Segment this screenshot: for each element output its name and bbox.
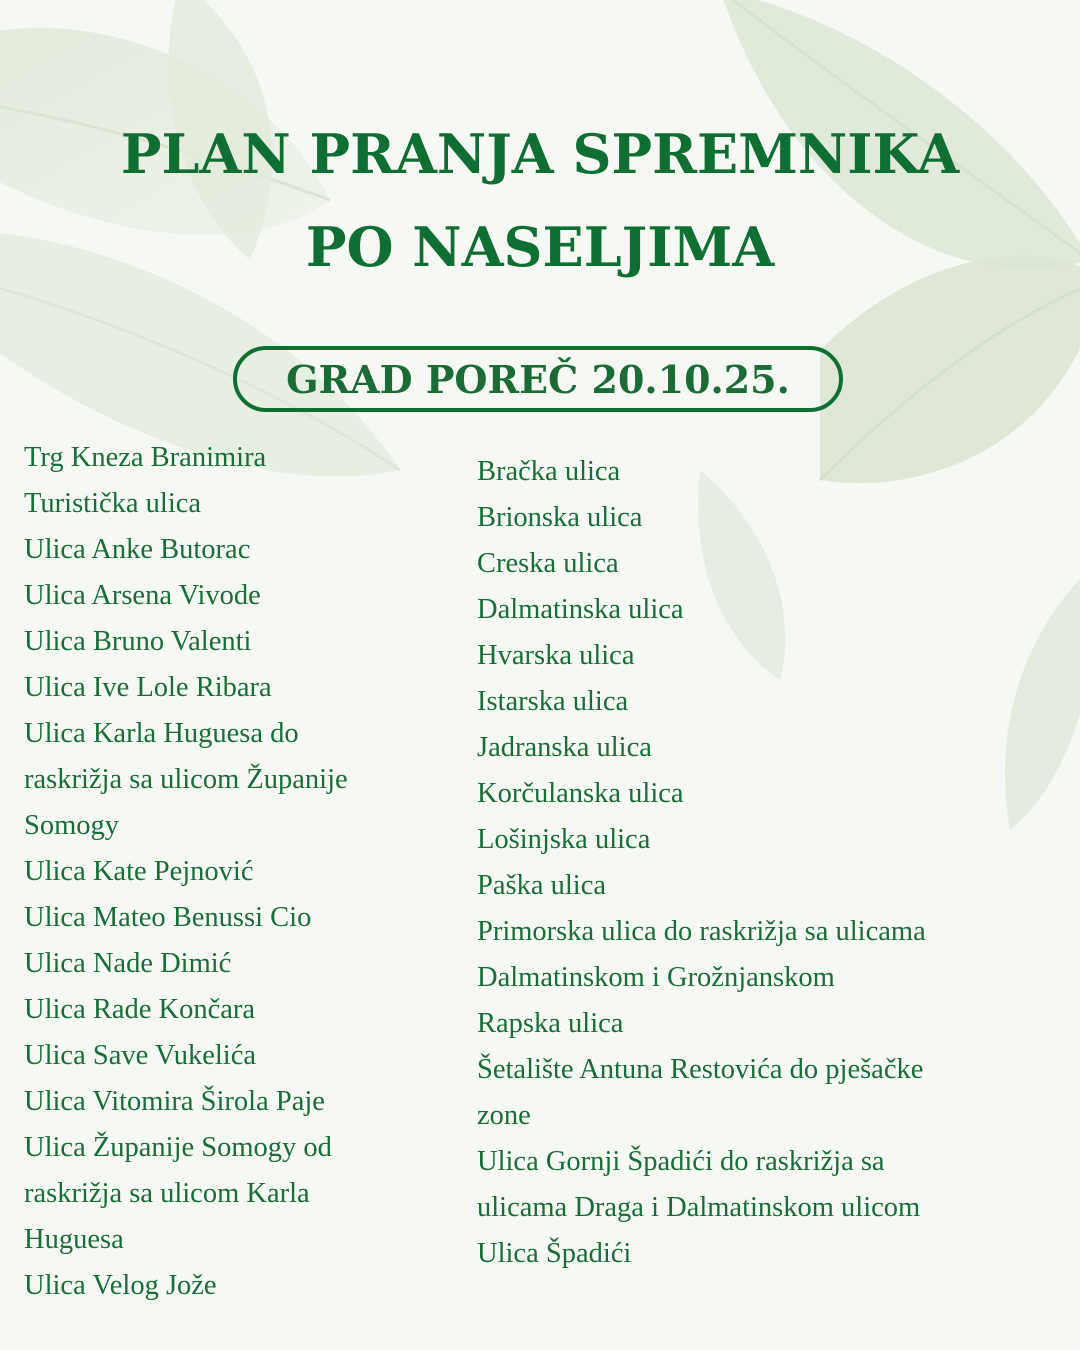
list-item: Huguesa [24,1224,124,1255]
list-item: Paška ulica [477,870,607,901]
list-item: Ulica Velog Jože [24,1270,217,1301]
list-item: Ulica Gornji Špadići do raskrižja sa [477,1146,885,1177]
list-item: Trg Kneza Branimira [24,442,267,473]
list-item: Jadranska ulica [477,732,652,763]
list-item: Dalmatinskom i Grožnjanskom [477,962,835,993]
location-date-badge [233,346,843,412]
list-item: Ulica Mateo Benussi Cio [24,902,312,933]
list-item: Rapska ulica [477,1008,624,1039]
list-item: Turistička ulica [24,488,202,519]
list-item: Lošinjska ulica [477,824,651,855]
list-item: Ulica Bruno Valenti [24,626,252,657]
list-item: Ulica Nade Dimić [24,948,232,979]
list-item: Ulica Save Vukelića [24,1040,257,1071]
list-item: Ulica Rade Končara [24,994,256,1025]
location-date-text: GRAD POREČ 20.10.25. [286,356,790,402]
list-item: Šetalište Antuna Restovića do pješačke [477,1054,924,1085]
list-item: Ulica Županije Somogy od [24,1132,332,1163]
list-item: Hvarska ulica [477,640,635,671]
page-title [0,108,1080,294]
list-item: Istarska ulica [477,686,629,717]
list-item: raskrižja sa ulicom Karla [24,1178,310,1209]
street-list-left [24,435,454,1309]
list-item: Dalmatinska ulica [477,594,684,625]
list-item: Ulica Anke Butorac [24,534,251,565]
list-item: raskrižja sa ulicom Županije [24,764,348,795]
title-line-1: PLAN PRANJA SPREMNIKA [120,122,960,186]
list-item: Ulica Karla Huguesa do [24,718,299,749]
list-item: Somogy [24,810,120,841]
list-item: Bračka ulica [477,456,621,487]
list-item: ulicama Draga i Dalmatinskom ulicom [477,1192,921,1223]
list-item: Korčulanska ulica [477,778,684,809]
list-item: Brionska ulica [477,502,643,533]
list-item: Ulica Ive Lole Ribara [24,672,272,703]
street-list-right [477,449,1077,1277]
list-item: Creska ulica [477,548,619,579]
list-item: Ulica Vitomira Širola Paje [24,1086,325,1117]
title-line-2: PO NASELJIMA [305,215,775,279]
list-item: Ulica Arsena Vivode [24,580,261,611]
list-item: zone [477,1100,531,1131]
list-item: Ulica Špadići [477,1238,632,1269]
list-item: Ulica Kate Pejnović [24,856,254,887]
list-item: Primorska ulica do raskrižja sa ulicama [477,916,926,947]
